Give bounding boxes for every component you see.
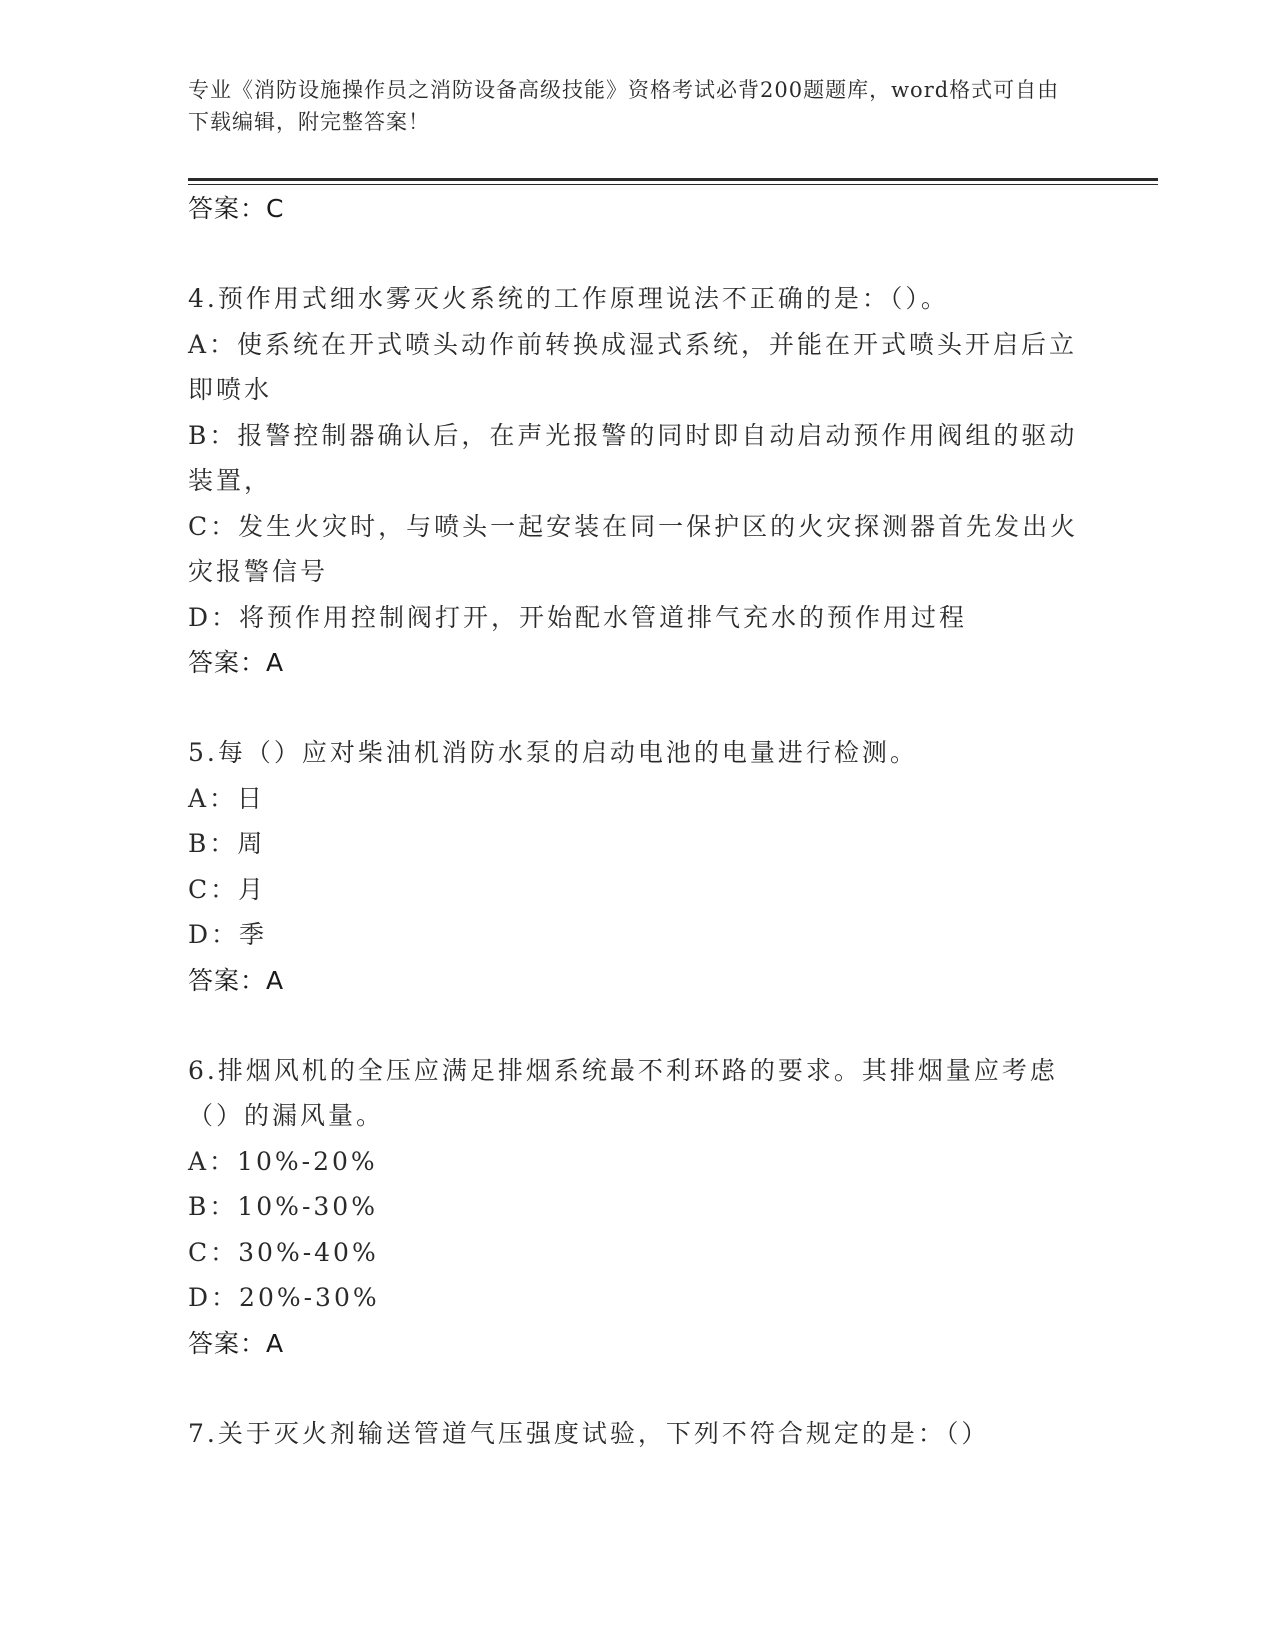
header-divider-thin — [188, 184, 1158, 185]
question-4-option-c: C：发生火灾时，与喷头一起安装在同一保护区的火灾探测器首先发出火灾报警信号 — [188, 511, 1079, 586]
question-4-option-a: A：使系统在开式喷头动作前转换成湿式系统，并能在开式喷头开启后立即喷水 — [188, 329, 1078, 404]
question-6-option-d: D：20%-30% — [188, 1283, 380, 1312]
spacer — [188, 1004, 1088, 1048]
question-6-option-b: B：10%-30% — [188, 1192, 378, 1221]
question-5-option-a: A：日 — [188, 783, 266, 813]
question-4 — [188, 276, 1088, 686]
document-header: 专业《消防设施操作员之消防设备高级技能》资格考试必背200题题库，word格式可自由下载编辑，附完整答案！ — [188, 78, 1060, 134]
spacer — [188, 1367, 1088, 1411]
question-4-text: 4.预作用式细水雾灭火系统的工作原理说法不正确的是：（）。 — [188, 284, 949, 313]
question-list — [188, 186, 1088, 1456]
question-7 — [188, 1411, 1088, 1457]
question-6-text: 6.排烟风机的全压应满足排烟系统最不利环路的要求。其排烟量应考虑（）的漏风量。 — [188, 1055, 1058, 1130]
question-5 — [188, 730, 1088, 1004]
question-7-text: 7.关于灭火剂输送管道气压强度试验，下列不符合规定的是：（） — [188, 1418, 990, 1448]
question-4-option-d: D：将预作用控制阀打开，开始配水管道排气充水的预作用过程 — [188, 602, 968, 632]
question-5-option-b: B：周 — [188, 829, 266, 858]
answer-q5: 答案：A — [188, 965, 285, 995]
question-6-option-c: C：30%-40% — [188, 1237, 379, 1267]
question-6 — [188, 1048, 1088, 1367]
question-5-text: 5.每（）应对柴油机消防水泵的启动电池的电量进行检测。 — [188, 738, 918, 767]
question-5-option-c: C：月 — [188, 874, 267, 904]
question-6-option-a: A：10%-20% — [188, 1146, 378, 1176]
question-5-option-d: D：季 — [188, 920, 268, 949]
spacer — [188, 232, 1088, 276]
answer-q3: 答案：C — [188, 194, 285, 223]
header-divider — [188, 178, 1158, 181]
spacer — [188, 686, 1088, 730]
answer-q6: 答案：A — [188, 1328, 285, 1358]
question-4-option-b: B：报警控制器确认后，在声光报警的同时即自动启动预作用阀组的驱动装置， — [188, 420, 1078, 495]
answer-q4: 答案：A — [188, 648, 285, 677]
